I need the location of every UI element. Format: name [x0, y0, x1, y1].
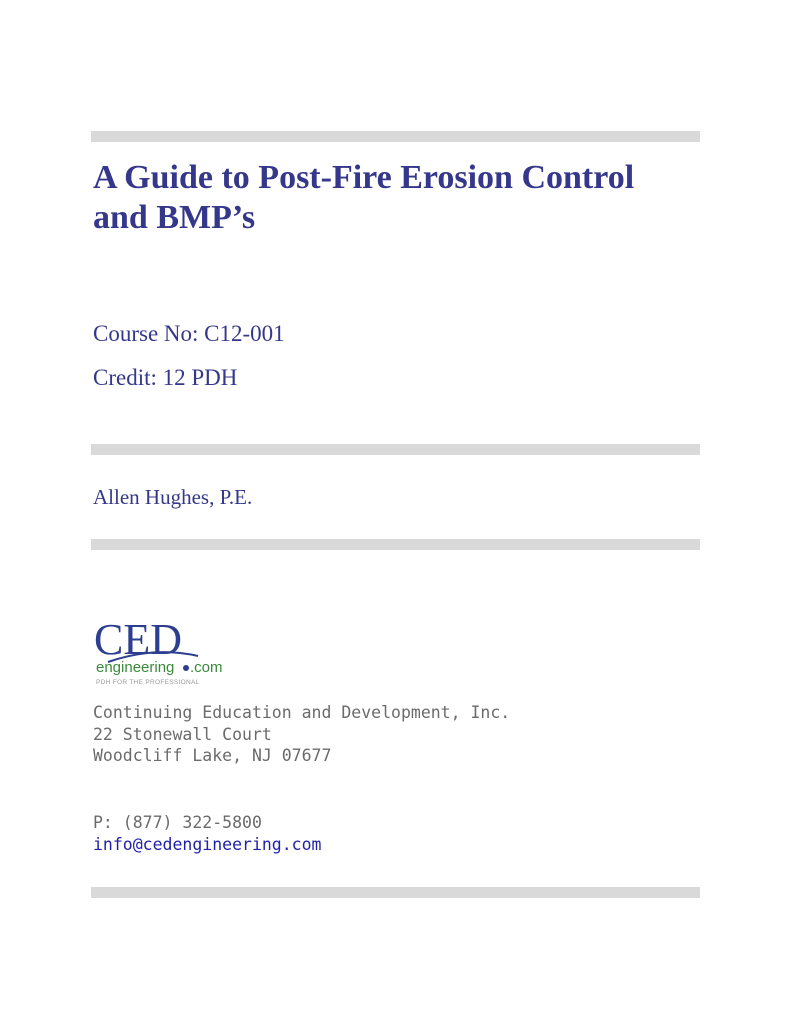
divider-rule-top: [91, 131, 700, 142]
ced-engineering-logo: [94, 616, 254, 688]
company-phone: P: (877) 322-5800: [93, 813, 262, 832]
logo-dot-icon: [183, 665, 189, 671]
company-street: 22 Stonewall Court: [93, 724, 272, 744]
divider-rule-middle: [91, 444, 700, 455]
company-contact: [93, 812, 321, 855]
title-line-2: and BMP’s: [93, 199, 256, 236]
company-city: Woodcliff Lake, NJ 07677: [93, 746, 332, 765]
company-name: Continuing Education and Development, Inc.: [93, 703, 511, 722]
document-title: [93, 158, 713, 238]
divider-rule-lower: [91, 539, 700, 550]
course-number: Course No: C12-001: [93, 321, 285, 346]
logo-domain-text: engineering: [96, 659, 175, 676]
title-line-1: A Guide to Post-Fire Erosion Control: [93, 159, 635, 196]
logo-ced-text: CED: [94, 616, 182, 664]
course-credit: Credit: 12 PDH: [93, 365, 238, 390]
email-link[interactable]: info@cedengineering.com: [93, 834, 322, 854]
logo-tld-text: .com: [190, 659, 223, 676]
logo-tagline: PDH FOR THE PROFESSIONAL: [96, 679, 200, 686]
divider-rule-bottom: [91, 887, 700, 898]
company-address: [93, 702, 510, 767]
author-name: Allen Hughes, P.E.: [93, 485, 253, 509]
